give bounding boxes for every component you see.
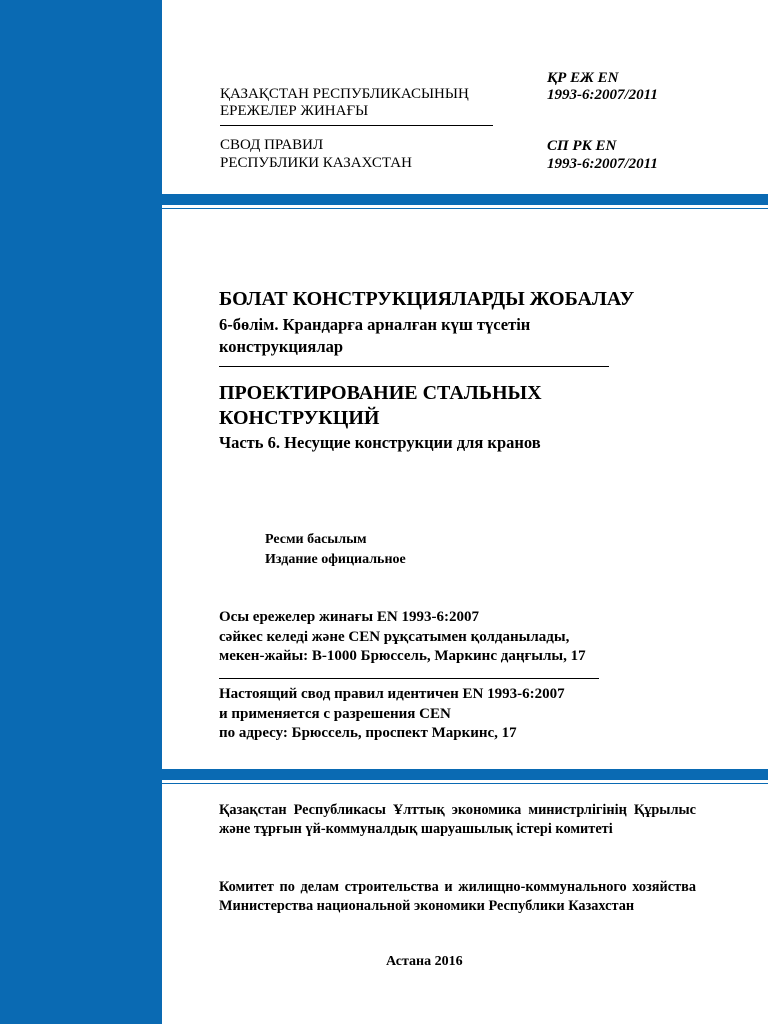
ru-title-line2: КОНСТРУКЦИЙ — [219, 407, 380, 429]
notice-kz-line3: мекен-жайы: B-1000 Брюссель, Маркинс даңғылы, 17 — [219, 648, 586, 664]
notice-ru-line1: Настоящий свод правил идентичен EN 1993-6:2007 — [219, 686, 565, 702]
kz-subtitle-line1: 6-бөлім. Крандарға арналған күш түсетін — [219, 315, 531, 334]
ru-subtitle: Часть 6. Несущие конструкции для кранов — [219, 433, 541, 452]
title-divider — [219, 366, 609, 367]
ru-org-line2: РЕСПУБЛИКИ КАЗАХСТАН — [220, 155, 412, 171]
bottom-blue-band — [162, 769, 768, 780]
notice-ru-line3: по адресу: Брюссель, проспект Маркинс, 17 — [219, 725, 517, 741]
notice-kz-line2: сәйкес келеді және CEN рұқсатымен қолданылады, — [219, 629, 570, 645]
kz-org-line1: ҚАЗАҚСТАН РЕСПУБЛИКАСЫНЫҢ — [220, 86, 469, 102]
committee-kz: Қазақстан Республикасы Ұлттық экономика министрлігінің Құрылыс және тұрғын үй-коммуналдық шаруашылық істері комитеті — [219, 802, 696, 837]
ru-code-line2: 1993-6:2007/2011 — [547, 156, 658, 172]
ru-org-line1: СВОД ПРАВИЛ — [220, 137, 324, 153]
committee-ru: Комитет по делам строительства и жилищно-коммунального хозяйства Министерства национальной экономики Республики Казахстан — [219, 879, 696, 914]
notice-ru-line2: и применяется с разрешения CEN — [219, 706, 451, 722]
bottom-blue-rule — [162, 783, 768, 784]
left-blue-band — [0, 0, 162, 1024]
notice-divider — [219, 678, 599, 679]
place-year: Астана 2016 — [386, 954, 463, 969]
kz-code-line1: ҚР ЕЖ EN — [547, 70, 619, 86]
ru-title-line1: ПРОЕКТИРОВАНИЕ СТАЛЬНЫХ — [219, 382, 542, 404]
edition-ru: Издание официальное — [265, 552, 406, 567]
top-blue-band — [162, 194, 768, 205]
kz-title: БОЛАТ КОНСТРУКЦИЯЛАРДЫ ЖОБАЛАУ — [219, 288, 635, 310]
notice-kz-line1: Осы ережелер жинағы EN 1993-6:2007 — [219, 609, 479, 625]
kz-code-line2: 1993-6:2007/2011 — [547, 87, 658, 103]
kz-subtitle-line2: конструкциялар — [219, 337, 344, 356]
header-divider — [220, 125, 493, 126]
edition-kz: Ресми басылым — [265, 532, 367, 547]
ru-code-line1: СП РК EN — [547, 138, 617, 154]
top-blue-rule — [162, 208, 768, 209]
kz-org-line2: ЕРЕЖЕЛЕР ЖИНАҒЫ — [220, 103, 369, 119]
